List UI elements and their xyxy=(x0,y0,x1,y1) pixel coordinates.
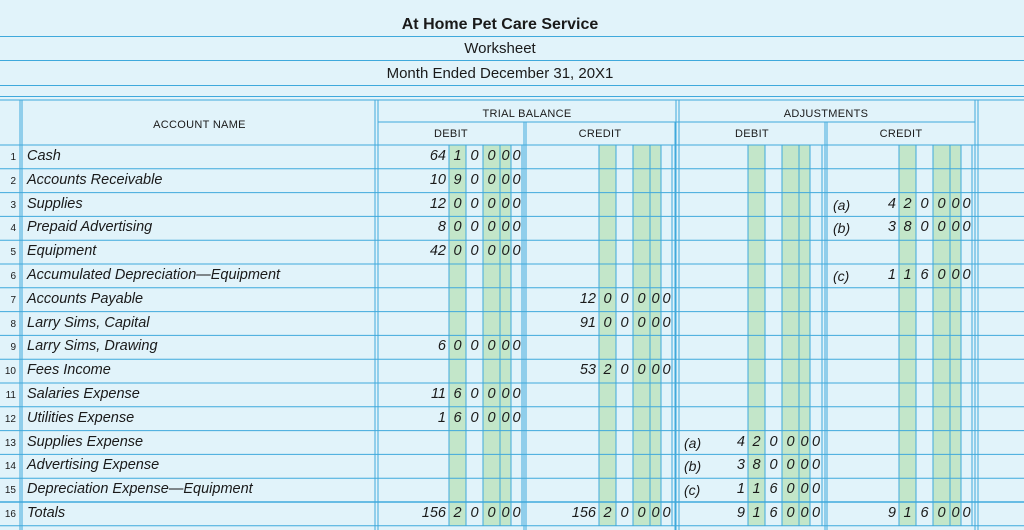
row-number: 4 xyxy=(10,223,16,235)
tb-debit-digit: 0 xyxy=(453,243,462,260)
tb-credit-digit: 0 xyxy=(620,290,629,307)
account-name: Advertising Expense xyxy=(27,457,160,474)
tb-debit-cents: 0 xyxy=(512,148,521,164)
adj-debit-digit: 0 xyxy=(786,481,795,498)
tb-credit-digit: 2 xyxy=(603,362,612,379)
tb-debit-cents: 0 xyxy=(501,386,510,402)
tb-debit-cents: 0 xyxy=(501,171,510,188)
account-name: Fees Income xyxy=(27,362,111,379)
tb-debit-cents: 0 xyxy=(512,409,521,426)
tb-debit-cents: 0 xyxy=(512,219,521,236)
tb-credit-header: CREDIT xyxy=(578,128,622,140)
tb-debit-digit: 0 xyxy=(487,171,496,188)
tb-credit-thousands: 53 xyxy=(579,362,596,379)
account-name-header: ACCOUNT NAME xyxy=(153,119,246,131)
tb-debit-cents: 0 xyxy=(501,148,510,164)
tb-credit-cents: 0 xyxy=(662,314,671,331)
adj-credit-digit: 0 xyxy=(937,195,946,212)
tb-credit-digit: 2 xyxy=(603,505,612,521)
statement-period: Month Ended December 31, 20X1 xyxy=(386,65,614,82)
row-number: 7 xyxy=(10,294,16,306)
account-name: Utilities Expense xyxy=(27,409,135,426)
row-number: 5 xyxy=(10,247,16,259)
adj-debit-cents: 0 xyxy=(811,457,821,474)
adj-credit-digit: 0 xyxy=(937,505,946,521)
adj-credit-digit: 1 xyxy=(903,267,912,283)
account-name: Depreciation Expense—Equipment xyxy=(27,481,253,498)
account-name: Supplies xyxy=(27,195,83,212)
tb-debit-digit: 0 xyxy=(470,386,479,402)
tb-credit-cents: 0 xyxy=(651,362,660,379)
tb-debit-digit: 6 xyxy=(453,409,462,426)
adj-credit-cents: 0 xyxy=(951,219,960,236)
adj-debit-thousands: 3 xyxy=(736,457,745,474)
row-number: 2 xyxy=(10,175,16,187)
adj-credit-digit: 6 xyxy=(920,505,929,521)
adj-credit-cents: 0 xyxy=(951,505,960,521)
account-name: Salaries Expense xyxy=(27,386,140,402)
tb-debit-digit: 0 xyxy=(453,195,462,212)
adj-debit-cents: 0 xyxy=(811,433,821,450)
tb-credit-digit: 0 xyxy=(620,314,629,331)
account-name: Accounts Payable xyxy=(27,290,144,307)
tb-debit-thousands: 11 xyxy=(430,386,446,402)
tb-debit-digit: 0 xyxy=(470,195,479,212)
tb-debit-digit: 0 xyxy=(487,195,496,212)
adj-credit-digit: 8 xyxy=(903,219,912,236)
tb-credit-digit: 0 xyxy=(637,290,646,307)
tb-debit-digit: 0 xyxy=(487,505,496,521)
tb-debit-digit: 0 xyxy=(487,243,496,260)
adj-debit-digit: 0 xyxy=(769,433,778,450)
adj-credit-ref: (c) xyxy=(833,268,850,284)
tb-credit-digit: 0 xyxy=(620,362,629,379)
adj-credit-digit: 0 xyxy=(920,219,929,236)
tb-credit-digit: 0 xyxy=(620,505,629,521)
tb-debit-cents: 0 xyxy=(501,338,510,355)
adj-credit-cents: 0 xyxy=(962,267,971,283)
adj-credit-thousands: 9 xyxy=(887,505,896,521)
adj-credit-digit: 2 xyxy=(903,195,912,212)
tb-debit-thousands: 6 xyxy=(437,338,446,355)
tb-debit-digit: 6 xyxy=(453,386,462,402)
row-number: 11 xyxy=(5,390,16,401)
adj-debit-cents: 0 xyxy=(800,505,809,521)
tb-debit-digit: 0 xyxy=(470,338,479,355)
tb-debit-thousands: 64 xyxy=(429,148,446,164)
adj-credit-digit: 6 xyxy=(920,267,929,283)
account-name: Prepaid Advertising xyxy=(27,219,153,236)
adj-debit-cents: 0 xyxy=(800,457,809,474)
row-number: 6 xyxy=(10,271,16,282)
row-number: 3 xyxy=(10,199,16,211)
trial-balance-header: TRIAL BALANCE xyxy=(482,108,572,120)
tb-credit-digit: 0 xyxy=(603,314,612,331)
adj-debit-digit: 0 xyxy=(786,457,795,474)
account-name: Equipment xyxy=(27,243,97,260)
adj-debit-digit: 1 xyxy=(752,481,761,498)
adj-debit-thousands: 4 xyxy=(736,433,745,450)
adj-credit-digit: 0 xyxy=(937,267,946,283)
adj-debit-cents: 0 xyxy=(811,505,821,521)
row-number: 16 xyxy=(4,509,16,520)
tb-debit-header: DEBIT xyxy=(434,128,468,140)
adj-credit-digit: 0 xyxy=(920,195,929,212)
tb-credit-cents: 0 xyxy=(651,314,660,331)
account-name: Totals xyxy=(27,505,66,521)
adj-debit-digit: 0 xyxy=(786,433,795,450)
tb-debit-digit: 0 xyxy=(487,148,496,164)
tb-debit-digit: 9 xyxy=(453,171,462,188)
row-number: 13 xyxy=(4,437,16,449)
row-number: 8 xyxy=(10,318,16,330)
adj-credit-ref: (a) xyxy=(833,196,851,213)
row-number: 15 xyxy=(4,485,16,497)
tb-debit-digit: 2 xyxy=(453,505,462,521)
tb-debit-digit: 0 xyxy=(487,386,496,402)
row-number: 14 xyxy=(4,461,16,473)
adj-debit-thousands: 9 xyxy=(736,505,745,521)
tb-credit-cents: 0 xyxy=(662,290,671,307)
tb-debit-cents: 0 xyxy=(501,505,510,521)
tb-credit-digit: 0 xyxy=(637,314,646,331)
adj-debit-digit: 6 xyxy=(769,481,778,498)
tb-debit-digit: 0 xyxy=(453,219,462,236)
tb-debit-digit: 0 xyxy=(487,409,496,426)
adj-debit-cents: 0 xyxy=(811,481,821,498)
account-name: Larry Sims, Capital xyxy=(27,314,150,331)
tb-credit-cents: 0 xyxy=(651,290,660,307)
tb-debit-cents: 0 xyxy=(501,219,510,236)
tb-credit-cents: 0 xyxy=(662,362,671,379)
tb-debit-cents: 0 xyxy=(512,505,521,521)
adj-debit-digit: 8 xyxy=(752,457,761,474)
tb-credit-cents: 0 xyxy=(651,505,660,521)
tb-credit-digit: 0 xyxy=(603,290,612,307)
tb-debit-digit: 0 xyxy=(470,505,479,521)
tb-credit-cents: 0 xyxy=(662,505,671,521)
company-name: At Home Pet Care Service xyxy=(401,16,599,33)
adj-credit-thousands: 4 xyxy=(887,195,896,212)
adj-credit-ref: (b) xyxy=(833,220,851,237)
adj-credit-cents: 0 xyxy=(962,505,971,521)
adj-debit-ref: (c) xyxy=(684,482,701,499)
tb-debit-digit: 0 xyxy=(470,409,479,426)
tb-credit-thousands: 91 xyxy=(579,314,596,331)
tb-debit-thousands: 8 xyxy=(437,219,446,236)
account-name: Cash xyxy=(27,148,61,164)
adj-debit-digit: 6 xyxy=(769,505,778,521)
tb-debit-digit: 0 xyxy=(453,338,462,355)
adj-debit-ref: (b) xyxy=(684,458,702,475)
row-number: 9 xyxy=(10,342,16,354)
tb-debit-digit: 0 xyxy=(487,338,496,355)
adj-debit-digit: 2 xyxy=(752,433,761,450)
adj-credit-digit: 1 xyxy=(903,505,912,521)
adj-credit-cents: 0 xyxy=(951,267,960,283)
tb-debit-thousands: 156 xyxy=(421,505,446,521)
adj-debit-digit: 0 xyxy=(769,457,778,474)
tb-debit-cents: 0 xyxy=(512,171,521,188)
adj-credit-cents: 0 xyxy=(962,219,971,236)
adj-debit-ref: (a) xyxy=(684,434,702,451)
tb-debit-cents: 0 xyxy=(512,195,521,212)
adj-credit-cents: 0 xyxy=(962,195,971,212)
row-number: 10 xyxy=(4,366,16,378)
tb-credit-digit: 0 xyxy=(637,505,646,521)
tb-debit-digit: 0 xyxy=(470,171,479,188)
tb-credit-thousands: 156 xyxy=(571,505,596,521)
tb-debit-digit: 0 xyxy=(470,219,479,236)
adj-credit-thousands: 3 xyxy=(887,219,896,236)
tb-credit-digit: 0 xyxy=(637,362,646,379)
row-number: 1 xyxy=(10,152,16,163)
adj-debit-digit: 0 xyxy=(786,505,795,521)
tb-debit-digit: 0 xyxy=(487,219,496,236)
adj-debit-cents: 0 xyxy=(800,433,809,450)
adj-debit-digit: 1 xyxy=(752,505,761,521)
adj-credit-cents: 0 xyxy=(951,195,960,212)
tb-debit-thousands: 1 xyxy=(437,409,446,426)
tb-debit-digit: 1 xyxy=(453,148,462,164)
adjustments-header: ADJUSTMENTS xyxy=(783,108,869,120)
account-name: Accounts Receivable xyxy=(27,171,163,188)
tb-credit-thousands: 12 xyxy=(579,290,596,307)
tb-debit-cents: 0 xyxy=(512,386,521,402)
tb-debit-digit: 0 xyxy=(470,243,479,260)
tb-debit-cents: 0 xyxy=(501,195,510,212)
tb-debit-cents: 0 xyxy=(512,338,521,355)
adj-debit-thousands: 1 xyxy=(736,481,745,498)
account-name: Accumulated Depreciation—Equipment xyxy=(27,267,281,283)
adj-credit-header: CREDIT xyxy=(879,128,923,140)
adj-debit-cents: 0 xyxy=(800,481,809,498)
tb-debit-cents: 0 xyxy=(501,409,510,426)
tb-debit-digit: 0 xyxy=(470,148,479,164)
statement-name: Worksheet xyxy=(464,40,536,57)
adj-credit-digit: 0 xyxy=(937,219,946,236)
tb-debit-cents: 0 xyxy=(512,243,521,260)
adj-credit-thousands: 1 xyxy=(887,267,896,283)
tb-debit-cents: 0 xyxy=(501,243,510,260)
tb-debit-thousands: 12 xyxy=(429,195,446,212)
row-number: 12 xyxy=(4,413,16,425)
account-name: Supplies Expense xyxy=(27,433,144,450)
tb-debit-thousands: 42 xyxy=(429,243,446,260)
adj-debit-header: DEBIT xyxy=(735,128,769,140)
account-name: Larry Sims, Drawing xyxy=(27,338,158,355)
tb-debit-thousands: 10 xyxy=(429,171,446,188)
